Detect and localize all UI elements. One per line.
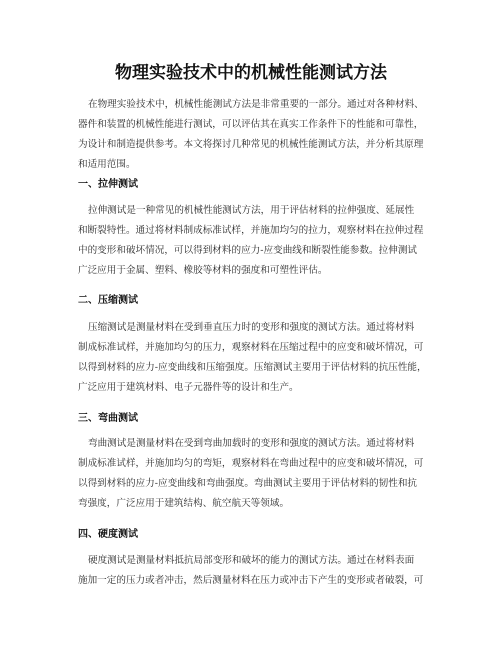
- section-paragraph-hardness: [78, 551, 438, 591]
- paragraph-line: 以得到材料的应力-应变曲线和弯曲强度。弯曲测试主要用于评估材料的韧性和抗: [78, 478, 418, 489]
- paragraph-line: 制成标准试样，并施加均匀的压力，观察材料在压缩过程中的应变和破坏情况，可: [78, 342, 424, 353]
- page-title: 物理实验技术中的机械性能测试方法: [115, 63, 387, 83]
- section-heading-hardness: 四、硬度测试: [78, 529, 138, 540]
- paragraph-line: 和断裂特性。通过将材料制成标准试样，并施加均匀的拉力，观察材料在拉伸过程: [78, 225, 424, 236]
- paragraph-line: 硬度测试是测量材料抵抗局部变形和破坏的能力的测试方法。通过在材料表面: [88, 555, 415, 566]
- paragraph-line: 为设计和制造提供参考。本文将探讨几种常见的机械性能测试方法，并分析其原理: [78, 139, 424, 150]
- intro-paragraph: [78, 95, 438, 175]
- paragraph-line: 弯曲测试是测量材料在受到弯曲加载时的变形和强度的测试方法。通过将材料: [88, 438, 415, 449]
- section-heading-tensile: 一、拉伸测试: [78, 179, 138, 190]
- paragraph-line: 弯强度，广泛应用于建筑结构、航空航天等领域。: [78, 498, 290, 509]
- paragraph-line: 中的变形和破坏情况，可以得到材料的应力-应变曲线和断裂性能参数。拉伸测试: [78, 245, 418, 256]
- paragraph-line: 制成标准试样，并施加均匀的弯矩，观察材料在弯曲过程中的应变和破坏情况，可: [78, 458, 424, 469]
- paragraph-line: 广泛应用于建筑材料、电子元器件等的设计和生产。: [78, 382, 299, 393]
- paragraph-line: 和适用范围。: [78, 159, 136, 170]
- paragraph-line: 压缩测试是测量材料在受到垂直压力时的变形和强度的测试方法。通过将材料: [88, 322, 415, 333]
- section-heading-bending: 三、弯曲测试: [78, 413, 138, 424]
- paragraph-line: 在物理实验技术中，机械性能测试方法是非常重要的一部分。通过对各种材料、: [88, 99, 424, 110]
- paragraph-line: 拉伸测试是一种常见的机械性能测试方法，用于评估材料的拉伸强度、延展性: [88, 205, 415, 216]
- section-paragraph-bending: [78, 434, 438, 514]
- section-paragraph-tensile: [78, 201, 438, 281]
- section-heading-compression: 二、压缩测试: [78, 295, 138, 306]
- paragraph-line: 广泛应用于金属、塑料、橡胶等材料的强度和可塑性评估。: [78, 265, 328, 276]
- paragraph-line: 施加一定的压力或者冲击，然后测量材料在压力或冲击下产生的变形或者破裂，可: [78, 575, 424, 586]
- paragraph-line: 以得到材料的应力-应变曲线和压缩强度。压缩测试主要用于评估材料的抗压性能，: [78, 362, 427, 373]
- paragraph-line: 器件和装置的机械性能进行测试，可以评估其在真实工作条件下的性能和可靠性，: [78, 119, 424, 130]
- section-paragraph-compression: [78, 318, 438, 398]
